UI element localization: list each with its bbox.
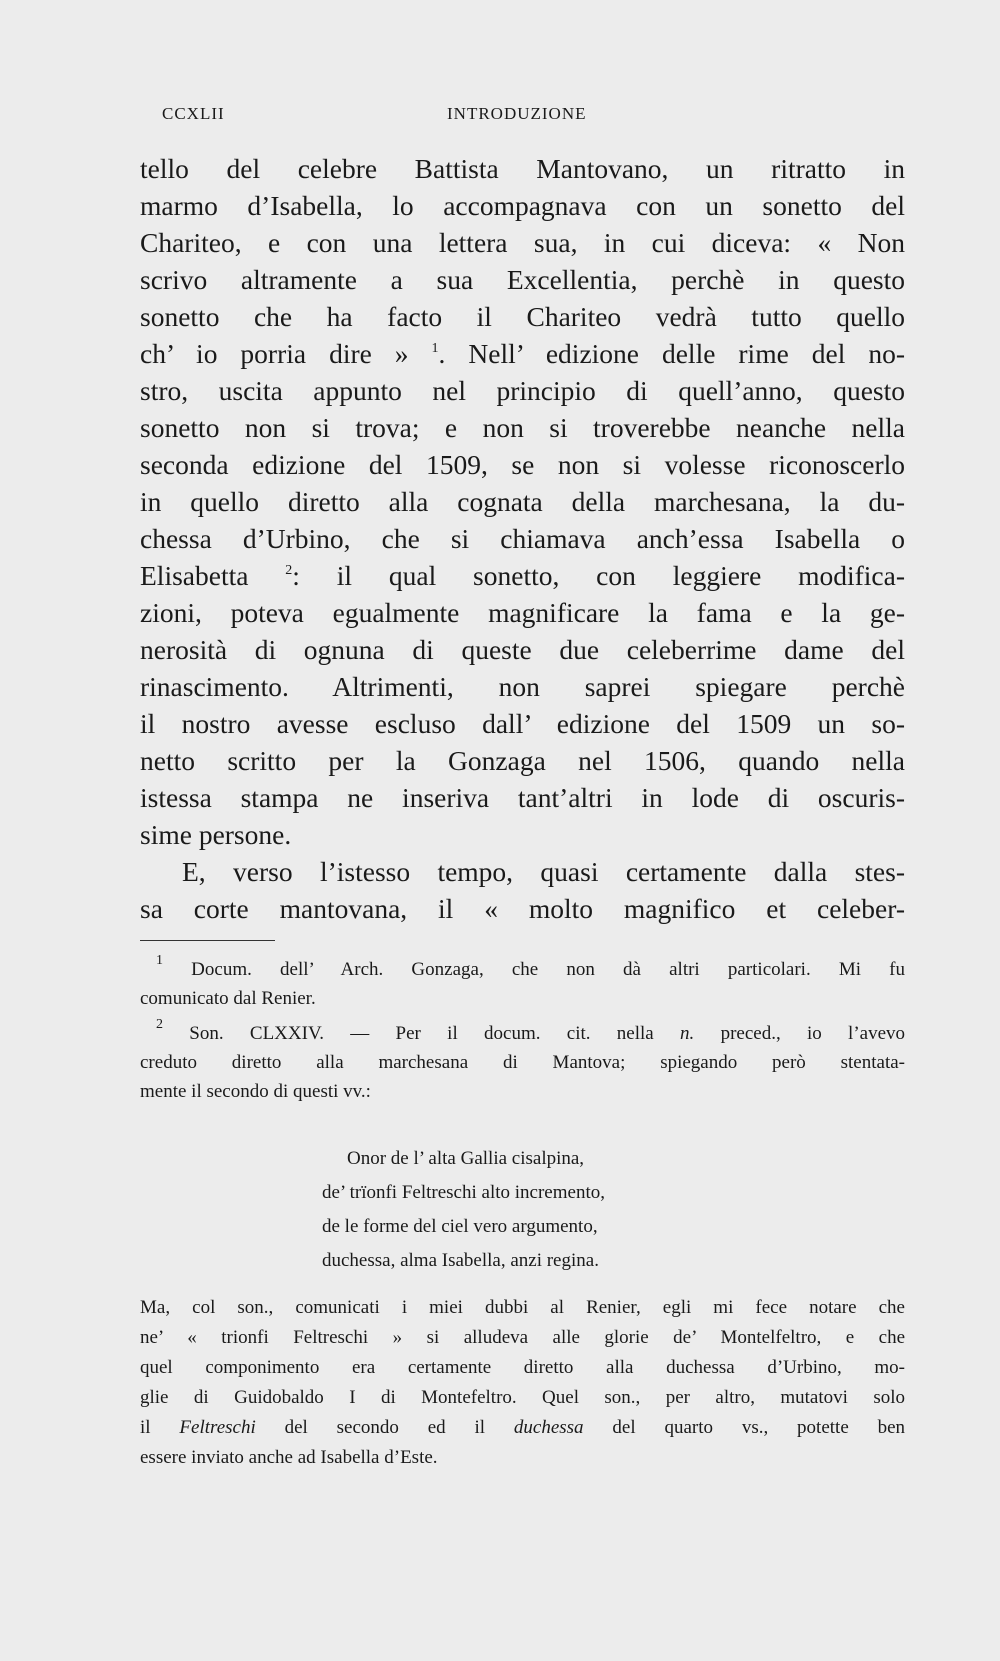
text-line: rinascimento. Altrimenti, non saprei spiegare perchè	[140, 671, 905, 702]
footnote-text: Docum. dell’ Arch. Gonzaga, che non dà altri particolari. Mi fu	[191, 959, 906, 980]
text-segment: ch’ io porria dire »	[140, 338, 409, 369]
footnote-line: ne’ « trionfi Feltreschi » si alludeva alle glorie de’ Montelfeltro, e che	[140, 1327, 905, 1348]
verse-line: duchessa, alma Isabella, anzi regina.	[322, 1250, 599, 1271]
footnote	[140, 1019, 905, 1048]
footnote-text: il	[140, 1417, 151, 1438]
text-line: nerosità di ognuna di queste due celeberrime dame del	[140, 634, 905, 665]
text-line: in quello diretto alla cognata della marchesana, la du-	[140, 486, 905, 517]
footnote-ref: 2	[285, 563, 293, 578]
text-line: Chariteo, e con una lettera sua, in cui diceva: « Non	[140, 227, 905, 258]
footnote-line: glie di Guidobaldo I di Montefeltro. Quel son., per altro, mutatovi solo	[140, 1387, 905, 1408]
footnote-italic: duchessa	[513, 1417, 584, 1438]
text-line: stro, uscita appunto nel principio di quell’anno, questo	[140, 375, 905, 406]
text-line: sa corte mantovana, il « molto magnifico et celeber-	[140, 893, 905, 924]
running-title: INTRODUZIONE	[447, 104, 587, 123]
footnote-line	[140, 1413, 905, 1443]
footnote-continuation	[140, 1293, 905, 1473]
text-line: chessa d’Urbino, che si chiamava anch’essa Isabella o	[140, 523, 905, 554]
text-line	[140, 557, 905, 594]
footnote-ref: 1	[431, 341, 439, 356]
verse-line: de le forme del ciel vero argumento,	[322, 1216, 598, 1237]
text-line: seconda edizione del 1509, se non si volesse riconoscerlo	[140, 449, 905, 480]
footnote-text: preced., io l’avevo	[720, 1023, 906, 1044]
text-line: il nostro avesse escluso dall’ edizione del 1509 un so-	[140, 708, 905, 739]
quoted-verse	[322, 1142, 752, 1278]
footnote-mark: 1	[156, 953, 163, 968]
text-line: zioni, poteva egualmente magnificare la fama e la ge-	[140, 597, 905, 628]
footnote-text: Son. CLXXIV. — Per il docum. cit. nella	[189, 1023, 654, 1044]
verse-line: Onor de l’ alta Gallia cisalpina,	[347, 1148, 585, 1169]
text-line: netto scritto per la Gonzaga nel 1506, quando nella	[140, 745, 905, 776]
footnote-line: quel componimento era certamente diretto alla duchessa d’Urbino, mo-	[140, 1357, 905, 1378]
footnote-italic: n.	[680, 1023, 695, 1044]
footnote-line: comunicato dal Renier.	[140, 988, 316, 1009]
footnote-italic: Feltreschi	[179, 1417, 256, 1438]
footnote-line: essere inviato anche ad Isabella d’Este.	[140, 1447, 438, 1468]
text-line: sonetto che ha facto il Chariteo vedrà tutto quello	[140, 301, 905, 332]
text-line: sime persone.	[140, 819, 292, 850]
footnotes	[140, 955, 905, 1106]
footnote-text: del quarto vs., potette ben	[612, 1417, 906, 1438]
text-line: scrivo altramente a sua Excellentia, perchè in questo	[140, 264, 905, 295]
text-line: sonetto non si trova; e non si troverebbe neanche nella	[140, 412, 905, 443]
footnote-line: Ma, col son., comunicati i miei dubbi al Renier, egli mi fece notare che	[140, 1297, 905, 1318]
footnote-text: del secondo ed il	[284, 1417, 486, 1438]
text-segment: Elisabetta	[140, 560, 249, 591]
footnote-mark: 2	[156, 1017, 163, 1032]
main-text	[140, 150, 905, 927]
text-segment: : il qual sonetto, con leggiere modifica-	[292, 560, 906, 591]
text-line: tello del celebre Battista Mantovano, un ritratto in	[140, 153, 905, 184]
text-line: E, verso l’istesso tempo, quasi certamente dalla stes-	[182, 856, 905, 887]
footnote	[140, 955, 905, 984]
page-number: CCXLII	[162, 104, 225, 123]
verse-line: de’ trïonfi Feltreschi alto incremento,	[322, 1182, 605, 1203]
text-segment: . Nell’ edizione delle rime del no-	[438, 338, 906, 369]
footnote-divider	[140, 940, 275, 941]
footnote-line: mente il secondo di questi vv.:	[140, 1081, 371, 1102]
text-line: marmo d’Isabella, lo accompagnava con un sonetto del	[140, 190, 905, 221]
text-line	[140, 335, 905, 372]
footnote-line: creduto diretto alla marchesana di Mantova; spiegando però stentata-	[140, 1052, 905, 1073]
text-line: istessa stampa ne inseriva tant’altri in lode di oscuris-	[140, 782, 905, 813]
